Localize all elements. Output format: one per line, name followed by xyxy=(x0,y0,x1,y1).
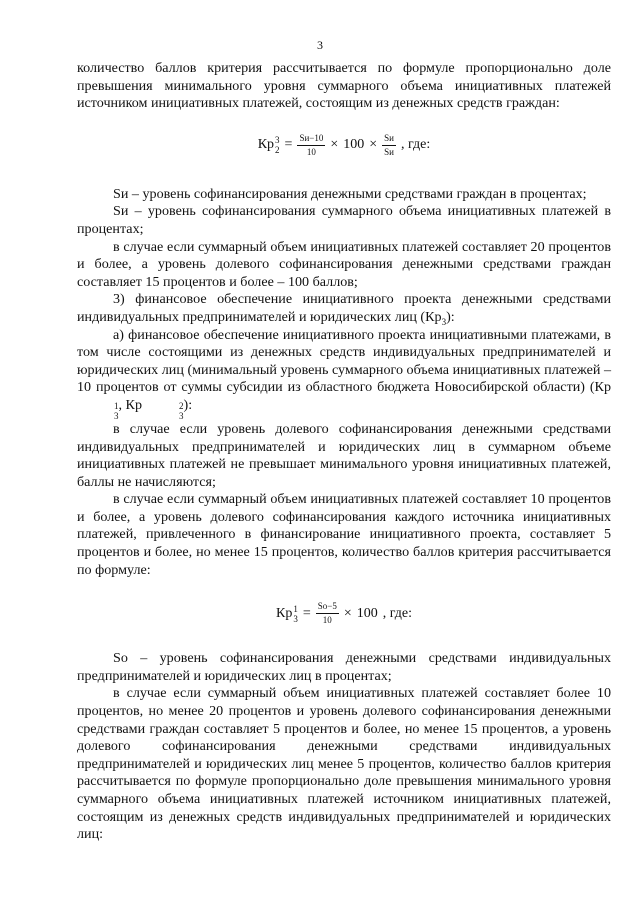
paragraph-si-total-definition: Sи – уровень софинансирования суммарного объема инициативных платежей в процентах; xyxy=(77,203,611,237)
formula-kr3-2 xyxy=(77,127,611,164)
paragraph-item-3a: а) финансовое обеспечение инициативного проекта инициативными платежами, в том числе состоящими из денежных средств индивидуальных предпринимателей и юридических лиц (минимальный уровень суммарного объема инициативных платежей – 10 процентов от суммы субсидии из областного бюджета Новосибирской области) (Кр 1 3 , Кр 2 3 ): xyxy=(77,326,611,421)
formula-lhs: Кр 3 2 xyxy=(257,135,280,156)
page-content xyxy=(77,60,611,844)
formula-fraction: $\frac{Sо-5}{10}$ xyxy=(317,601,337,626)
paragraph-so-definition: Sо – уровень софинансирования денежными средствами индивидуальных предпринимателей и юридических лиц в процентах; xyxy=(77,650,611,684)
formula-tail: , где: xyxy=(382,605,413,621)
paragraph-case-proportional: в случае если суммарный объем инициативных платежей составляет более 10 процентов, но менее 20 процентов и уровень долевого софинансирования денежными средствами граждан составляет 5 процентов и более, но менее 15 процентов, а уровень долевого софинансирования денежными средствами индивидуальных предпринимателей и юридических лиц менее 5 процентов, количество баллов критерия рассчитывается по формуле пропорционально доле превышения минимального уровня суммарного объема инициативных платежей источником инициативных платежей, состоящим из денежных средств индивидуальных предпринимателей и юридических лиц: xyxy=(77,685,611,843)
paragraph-item-3: 3) финансовое обеспечение инициативного проекта денежными средствами индивидуальных предпринимателей и юридических лиц $(Кр_3)$: xyxy=(77,291,611,327)
paragraph-case-formula: в случае если суммарный объем инициативных платежей составляет 10 процентов и более, а уровень долевого софинансирования каждого источника инициативных платежей, привлеченного в финансирование инициативного проекта, составляет 5 процентов и более, но менее 15 процентов, количество баллов критерия рассчитывается по формуле: xyxy=(77,491,611,578)
formula-times: × xyxy=(343,605,352,621)
formula-hundred: 100 xyxy=(356,605,378,621)
formula-eq: = xyxy=(284,137,293,153)
formula-fraction: $\frac{Sи-10}{10}$ xyxy=(299,132,324,157)
page-number: 3 xyxy=(317,38,323,52)
formula-eq: = xyxy=(302,605,311,621)
paragraph-no-points: в случае если уровень долевого софинансирования денежными средствами индивидуальных предпринимателей и юридических лиц в суммарном объеме инициативных платежей не превышает минимального уровня инициативных платежей, баллы не начисляются; xyxy=(77,420,611,490)
formula-hundred: 100 xyxy=(343,137,365,153)
formula-tail: , где: xyxy=(401,137,431,153)
formula-kr1-3 xyxy=(77,597,611,630)
paragraph-formula-intro: количество баллов критерия рассчитывается по формуле пропорционально доле превышения минимального уровня суммарного объема инициативных платежей источником инициативных платежей, состоящим из денежных средств граждан: xyxy=(77,60,611,112)
paragraph-case-100-points: в случае если суммарный объем инициативных платежей составляет 20 процентов и более, а уровень долевого софинансирования денежными средствами граждан составляет 15 процентов и более – 100 баллов; xyxy=(77,238,611,290)
formula-fraction: $\frac{Sи}{Sи}$ xyxy=(384,132,394,157)
paragraph-si-definition: Sи – уровень софинансирования денежными средствами граждан в процентах; xyxy=(113,185,587,202)
formula-times: × xyxy=(330,137,339,153)
formula-times: × xyxy=(369,137,378,153)
formula-lhs: Кр 1 3 xyxy=(275,603,298,624)
